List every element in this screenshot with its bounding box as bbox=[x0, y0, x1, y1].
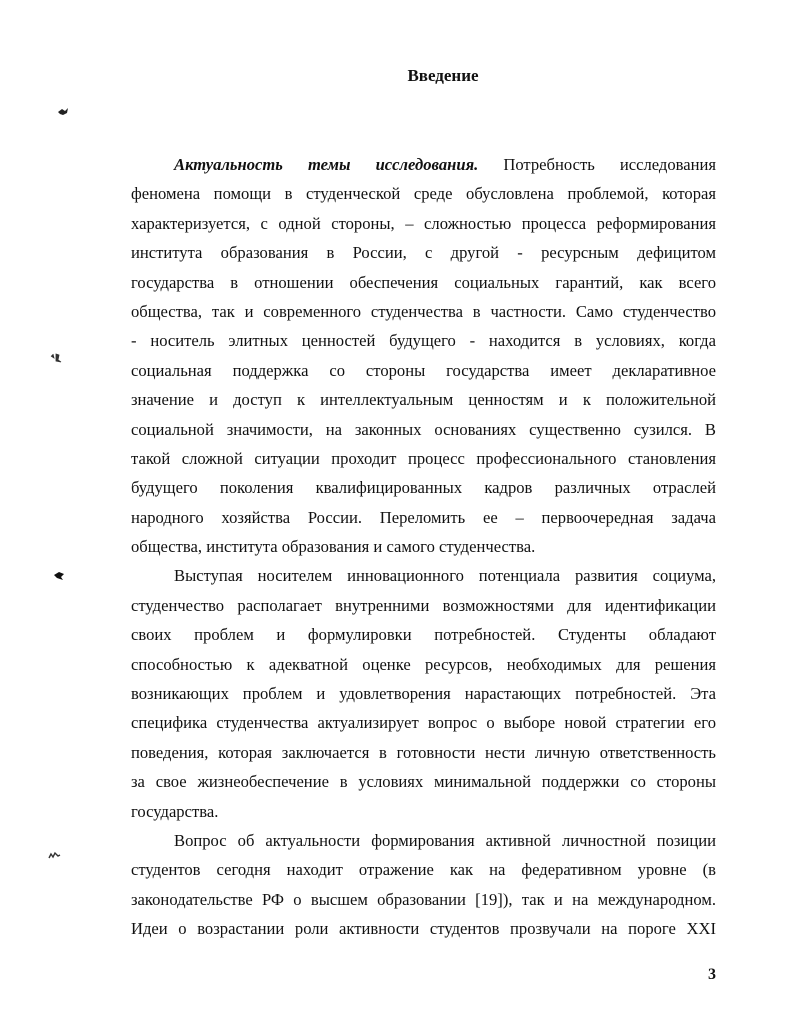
paragraph-2-line: за свое жизнеобеспечение в условиях минимальной поддержки со стороны bbox=[131, 772, 716, 792]
page-number: 3 bbox=[708, 966, 716, 983]
paragraph-1-line: - носитель элитных ценностей будущего - находится в условиях, когда bbox=[131, 331, 716, 351]
body-text bbox=[131, 150, 716, 944]
paragraph-1-line: характеризуется, с одной стороны, – сложностью процесса реформирования bbox=[131, 213, 716, 233]
paragraph-2-line: поведения, которая заключается в готовности нести личную ответственность bbox=[131, 742, 716, 762]
paragraph-1-line: социальная поддержка со стороны государства имеет декларативное bbox=[131, 360, 716, 380]
paragraph-3-line: студентов сегодня находит отражение как на федеративном уровне (в bbox=[131, 860, 716, 880]
paragraph-1-line: такой сложной ситуации проходит процесс профессионального становления bbox=[131, 448, 716, 468]
paragraph-1-line: феномена помощи в студенческой среде обусловлена проблемой, которая bbox=[131, 184, 716, 204]
paragraph-1-line: народного хозяйства России. Переломить ее – первоочередная задача bbox=[131, 507, 716, 527]
paragraph-1-line: значение и доступ к интеллектуальным ценностям и к положительной bbox=[131, 390, 716, 410]
scan-speck-icon bbox=[50, 352, 64, 364]
paragraph-3-line: Вопрос об актуальности формирования активной личностной позиции bbox=[174, 830, 716, 850]
paragraph-1-line: института образования в России, с другой - ресурсным дефицитом bbox=[131, 243, 716, 263]
paragraph-2-line: государства. bbox=[131, 801, 219, 821]
paragraph-2-line: способностью к адекватной оценке ресурсов, необходимых для решения bbox=[131, 654, 716, 674]
paragraph-2-line: студенчество располагает внутренними возможностями для идентификации bbox=[131, 595, 716, 615]
scan-speck-icon bbox=[52, 570, 66, 582]
paragraph-3-line: законодательстве РФ о высшем образовании [19]), так и на международном. bbox=[131, 889, 716, 909]
paragraph-1-line-1 bbox=[131, 150, 716, 179]
paragraph-1-first-rest: Потребность исследования bbox=[478, 155, 717, 174]
paragraph-1-line: государства в отношении обеспечения социальных гарантий, как всего bbox=[131, 272, 716, 292]
paragraph-2-line: специфика студенчества актуализирует вопрос о выборе новой стратегии его bbox=[131, 713, 716, 733]
page-title: Введение bbox=[407, 66, 479, 85]
paragraph-2-line: своих проблем и формулировки потребностей. Студенты обладают bbox=[131, 625, 716, 645]
paragraph-3-line: Идеи о возрастании роли активности студентов прозвучали на пороге XXI bbox=[131, 919, 716, 939]
paragraph-2-line: возникающих проблем и удовлетворения нарастающих потребностей. Эта bbox=[131, 684, 716, 704]
scan-speck-icon bbox=[56, 106, 70, 118]
paragraph-1-line: общества, так и современного студенчества в частности. Само студенчество bbox=[131, 301, 716, 321]
paragraph-1-line: будущего поколения квалифицированных кадров различных отраслей bbox=[131, 478, 716, 498]
paragraph-1-line: общества, института образования и самого студенчества. bbox=[131, 537, 536, 557]
paragraph-2-line: Выступая носителем инновационного потенциала развития социума, bbox=[174, 566, 716, 586]
paragraph-1-line: социальной значимости, на законных основаниях существенно сузился. В bbox=[131, 419, 716, 439]
topic-relevance-lead: Актуальность темы исследования. bbox=[174, 155, 479, 174]
scan-speck-icon bbox=[48, 850, 62, 862]
